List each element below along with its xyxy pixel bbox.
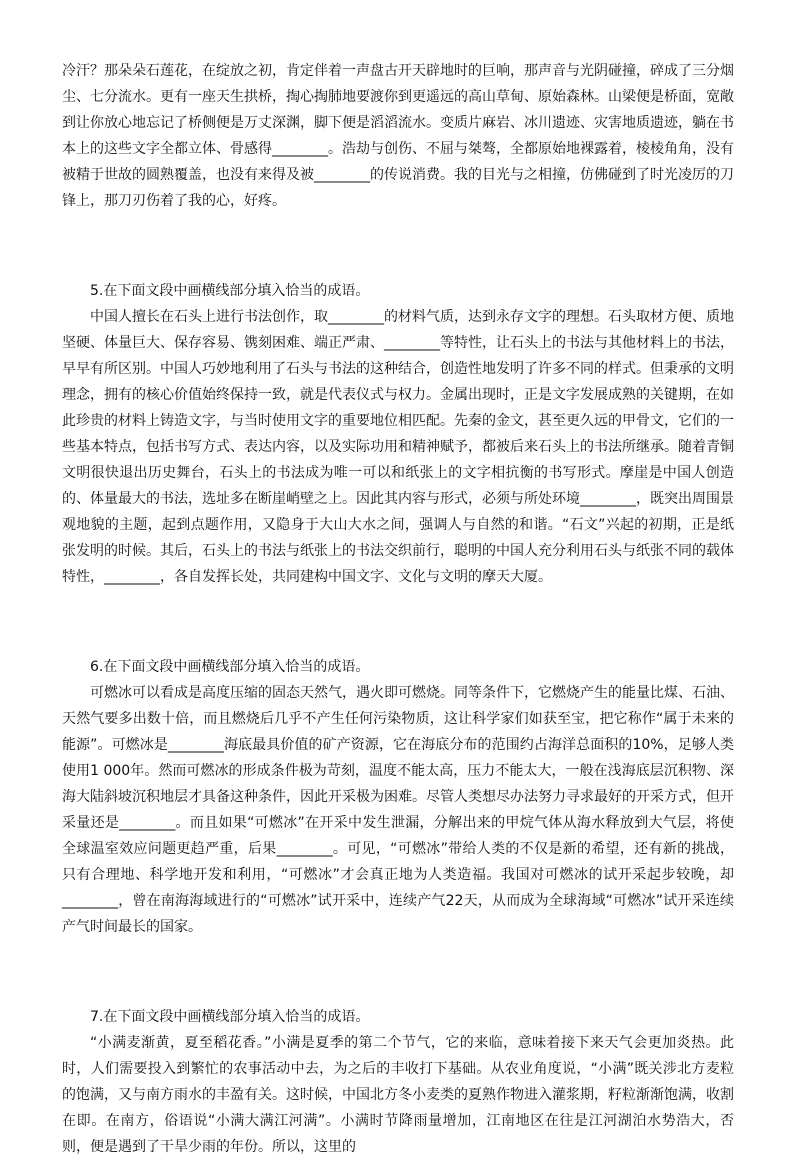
question-6 [62, 654, 734, 940]
document-page [62, 58, 734, 1160]
question-5-text: 中国人擅长在石头上进行书法创作，取________的材料气质，达到永存文字的理想。石头取材方便、质地坚硬、体量巨大、保存容易、镌刻困难、端正严肃、________等特性，让石头上的书法与其他材料上的书法，早早有所区别。中国人巧妙地利用了石头与书法的这种结合，创造性地发明了许多不同的样式。但秉承的文明理念，拥有的核心价值始终保持一致，就是代表仪式与权力。金属出现时，正是文字发展成熟的关键期，在如此珍贵的材料上铸造文字，与当时使用文字的重要地位相匹配。先秦的金文，甚至更久远的甲骨文，它们的一些基本特点，包括书写方式、表达内容，以及实际功用和精神赋予，都被后来石头上的书法所继承。随着青铜文明很快退出历史舞台，石头上的书法成为唯一可以和纸张上的文字相抗衡的书写形式。摩崖是中国人创造的、体量最大的书法，选址多在断崖峭壁之上。因此其内容与形式，必须与所处环境________，既突出周围景观地貌的主题，起到点题作用，又隐身于大山大水之间，强调人与自然的和谐。“石文”兴起的初期，正是纸张发明的时候。其后，石头上的书法与纸张上的书法交织前行，聪明的中国人充分利用石头与纸张不同的载体特性，________，各自发挥长处，共同建构中国文字、文化与文明的摩天大厦。 [62, 309, 734, 585]
passage-text: 冷汗？那朵朵石莲花，在绽放之初，肯定伴着一声盘古开天辟地时的巨响，那声音与光阴碰撞，碎成了三分烟尘、七分流水。更有一座天生拱桥，掏心掏肺地要渡你到更遥远的高山草甸、原始森林。山梁便是桥面，宽敞到让你放心地忘记了桥侧便是万丈深渊，脚下便是滔滔流水。变质片麻岩、冰川遗迹、灾害地质遗迹，躺在书本上的这些文字全都立体、骨感得________。浩劫与创伤、不屈与桀骜，全都原始地裸露着，棱棱角角，没有被精于世故的圆熟覆盖，也没有来得及被________的传说消费。我的目光与之相撞，仿佛碰到了时光凌厉的刀锋上，那刀刃伤着了我的心，好疼。 [62, 63, 734, 209]
question-6-title: 6.在下面文段中画横线部分填入恰当的成语。 [90, 659, 370, 675]
question-7 [62, 1004, 734, 1160]
question-7-title: 7.在下面文段中画横线部分填入恰当的成语。 [90, 1009, 370, 1025]
question-5-title: 5.在下面文段中画横线部分填入恰当的成语。 [90, 283, 370, 299]
question-5 [62, 278, 734, 590]
question-6-text: 可燃冰可以看成是高度压缩的固态天然气，遇火即可燃烧。同等条件下，它燃烧产生的能量比煤、石油、天然气要多出数十倍，而且燃烧后几乎不产生任何污染物质，这让科学家们如获至宝，把它称作“属于未来的能源”。可燃冰是________海底最具价值的矿产资源，它在海底分布的范围约占海洋总面积的10%，足够人类使用1 000年。然而可燃冰的形成条件极为苛刻，温度不能太高，压力不能太大，一般在浅海底层沉积物、深海大陆斜坡沉积地层才具备这种条件，因此开采极为困难。尽管人类想尽办法努力寻求最好的开采方式，但开采量还是________。而且如果“可燃冰”在开采中发生泄漏，分解出来的甲烷气体从海水释放到大气层，将使全球温室效应问题更趋严重，后果________。可见，“可燃冰”带给人类的不仅是新的希望，还有新的挑战，只有合理地、科学地开发和利用，“可燃冰”才会真正地为人类造福。我国对可燃冰的试开采起步较晚，却________，曾在南海海域进行的“可燃冰”试开采中，连续产气22天，从而成为全球海域“可燃冰”试开采连续产气时间最长的国家。 [62, 685, 734, 935]
passage-continuation [62, 58, 734, 214]
question-7-text: “小满麦渐黄，夏至稻花香。”小满是夏季的第二个节气，它的来临，意味着接下来天气会更加炎热。此时，人们需要投入到繁忙的农事活动中去，为之后的丰收打下基础。从农业角度说，“小满”既关涉北方麦粒的饱满，又与南方雨水的丰盈有关。这时候，中国北方冬小麦类的夏熟作物进入灌浆期，籽粒渐渐饱满，收割在即。在南方，俗语说“小满大满江河满”。小满时节降雨量增加，江南地区在往是江河湖泊水势浩大，否则，便是遇到了干旱少雨的年份。所以，这里的 [62, 1035, 734, 1155]
